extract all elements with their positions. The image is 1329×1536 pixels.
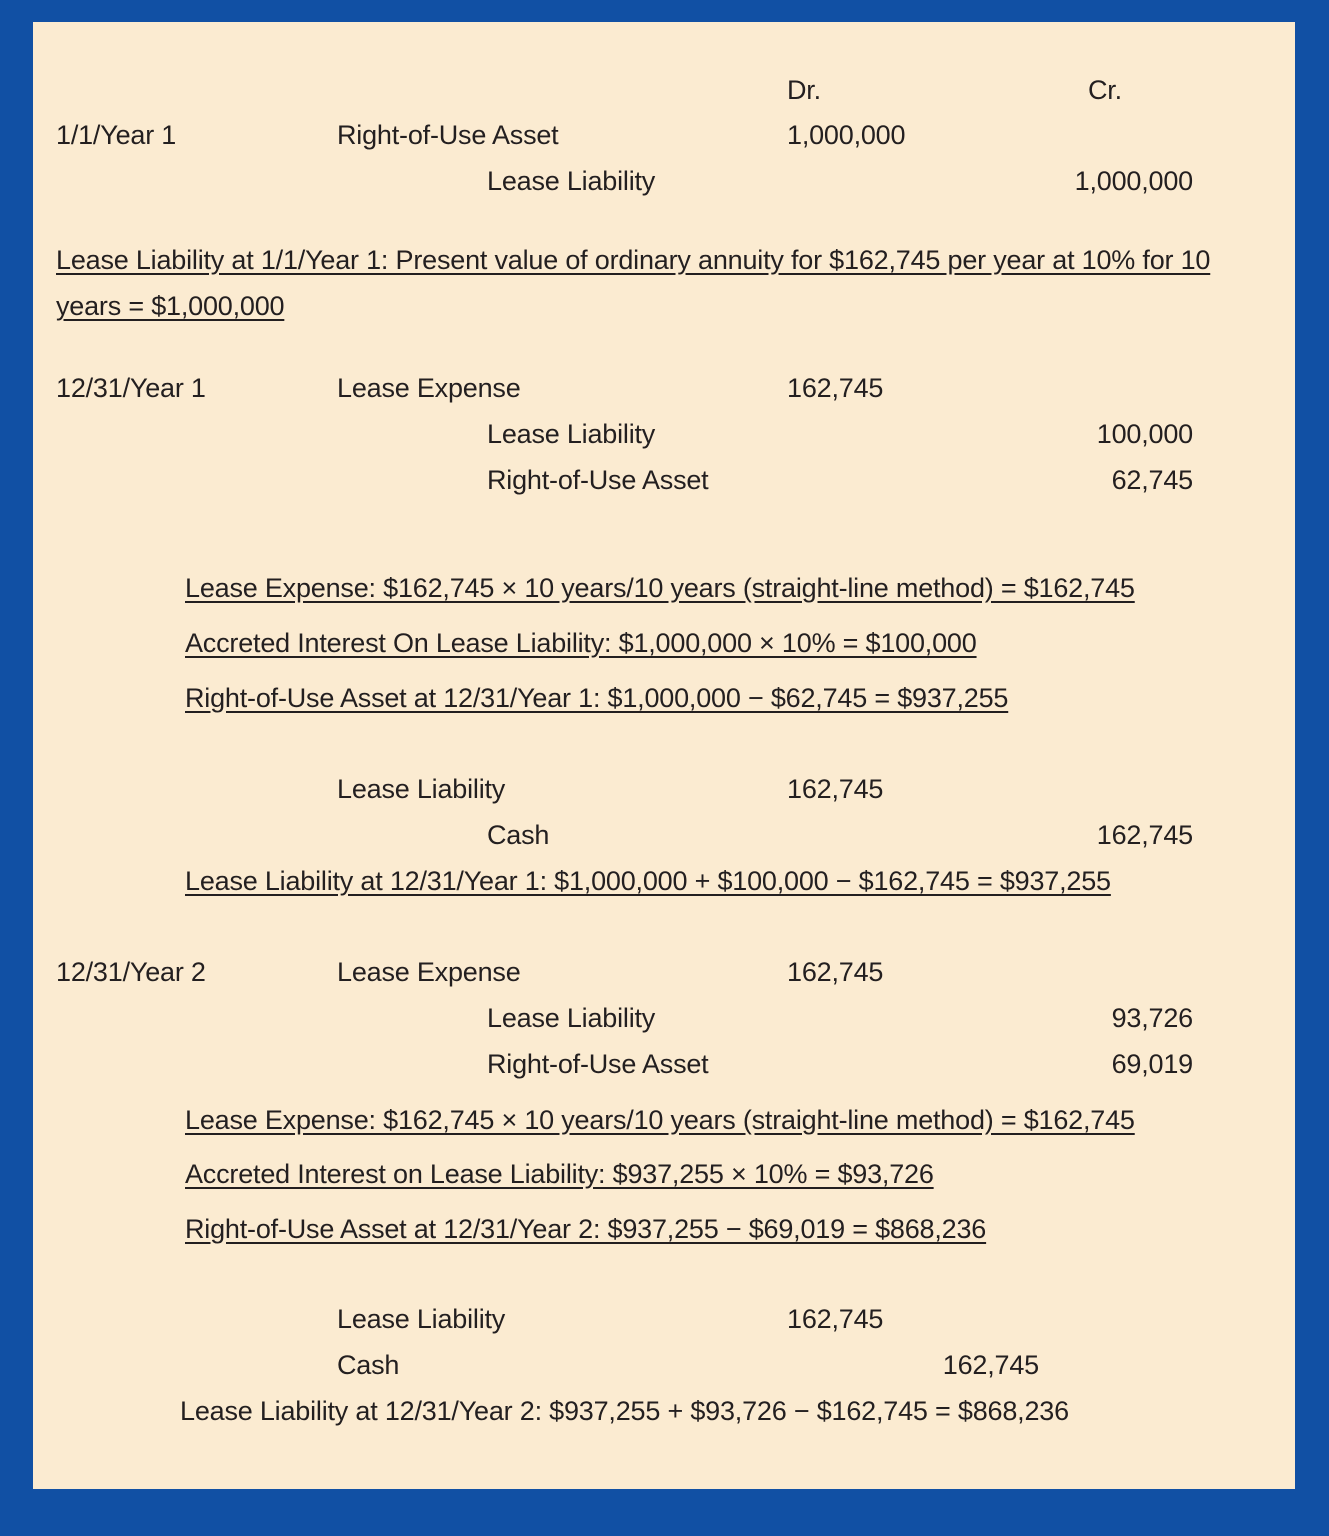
credit-account-name: Right-of-Use Asset (487, 1049, 709, 1079)
note-y1-lease-liability: Lease Liability at 12/31/Year 1: $1,000,000 + $100,000 − $162,745 = $937,255 (185, 866, 1111, 896)
credit-amount: 62,745 (1111, 465, 1193, 495)
column-header-debit: Dr. (787, 75, 821, 105)
credit-amount: 100,000 (1096, 419, 1193, 449)
document-panel (33, 22, 1295, 1489)
credit-account-name: Lease Liability (487, 1003, 656, 1033)
debit-account-name: Lease Expense (337, 957, 521, 987)
debit-amount: 162,745 (787, 957, 884, 987)
note-y1-accreted-interest: Accreted Interest On Lease Liability: $1,000,000 × 10% = $100,000 (185, 628, 977, 658)
debit-amount: 1,000,000 (787, 120, 906, 150)
credit-account-name: Cash (487, 820, 550, 850)
note-y1-rou-asset: Right-of-Use Asset at 12/31/Year 1: $1,000,000 − $62,745 = $937,255 (185, 683, 1009, 713)
note-y2-lease-liability: Lease Liability at 12/31/Year 2: $937,255 + $93,726 − $162,745 = $868,236 (180, 1396, 1069, 1426)
note-opening-liability: Lease Liability at 1/1/Year 1: Present value of ordinary annuity for $162,745 per year at 10% for 10 years = $1,000,000 (56, 245, 1211, 322)
credit-amount: 162,745 (942, 1350, 1039, 1380)
note-y2-lease-expense: Lease Expense: $162,745 × 10 years/10 years (straight-line method) = $162,745 (185, 1105, 1135, 1135)
entry-date: 12/31/Year 2 (56, 957, 206, 987)
debit-account-name: Right-of-Use Asset (337, 120, 559, 150)
note-y2-accreted-interest: Accreted Interest on Lease Liability: $937,255 × 10% = $93,726 (185, 1159, 934, 1189)
column-header-credit: Cr. (1088, 75, 1122, 105)
debit-account-name: Lease Liability (337, 774, 506, 804)
entry-date: 12/31/Year 1 (56, 373, 206, 403)
note-y2-rou-asset: Right-of-Use Asset at 12/31/Year 2: $937,255 − $69,019 = $868,236 (185, 1214, 987, 1244)
debit-amount: 162,745 (787, 774, 884, 804)
credit-amount: 162,745 (1096, 820, 1193, 850)
credit-account-name: Lease Liability (487, 419, 656, 449)
debit-amount: 162,745 (787, 1304, 884, 1334)
credit-account-name: Lease Liability (487, 166, 656, 196)
debit-amount: 162,745 (787, 373, 884, 403)
credit-amount: 69,019 (1111, 1049, 1193, 1079)
credit-amount: 93,726 (1111, 1003, 1193, 1033)
debit-account-name: Lease Expense (337, 373, 521, 403)
credit-amount: 1,000,000 (1074, 166, 1193, 196)
credit-account-name: Right-of-Use Asset (487, 465, 709, 495)
entry-date: 1/1/Year 1 (56, 120, 177, 150)
credit-account-name: Cash (337, 1350, 400, 1380)
debit-account-name: Lease Liability (337, 1304, 506, 1334)
note-y1-lease-expense: Lease Expense: $162,745 × 10 years/10 years (straight-line method) = $162,745 (185, 573, 1135, 603)
